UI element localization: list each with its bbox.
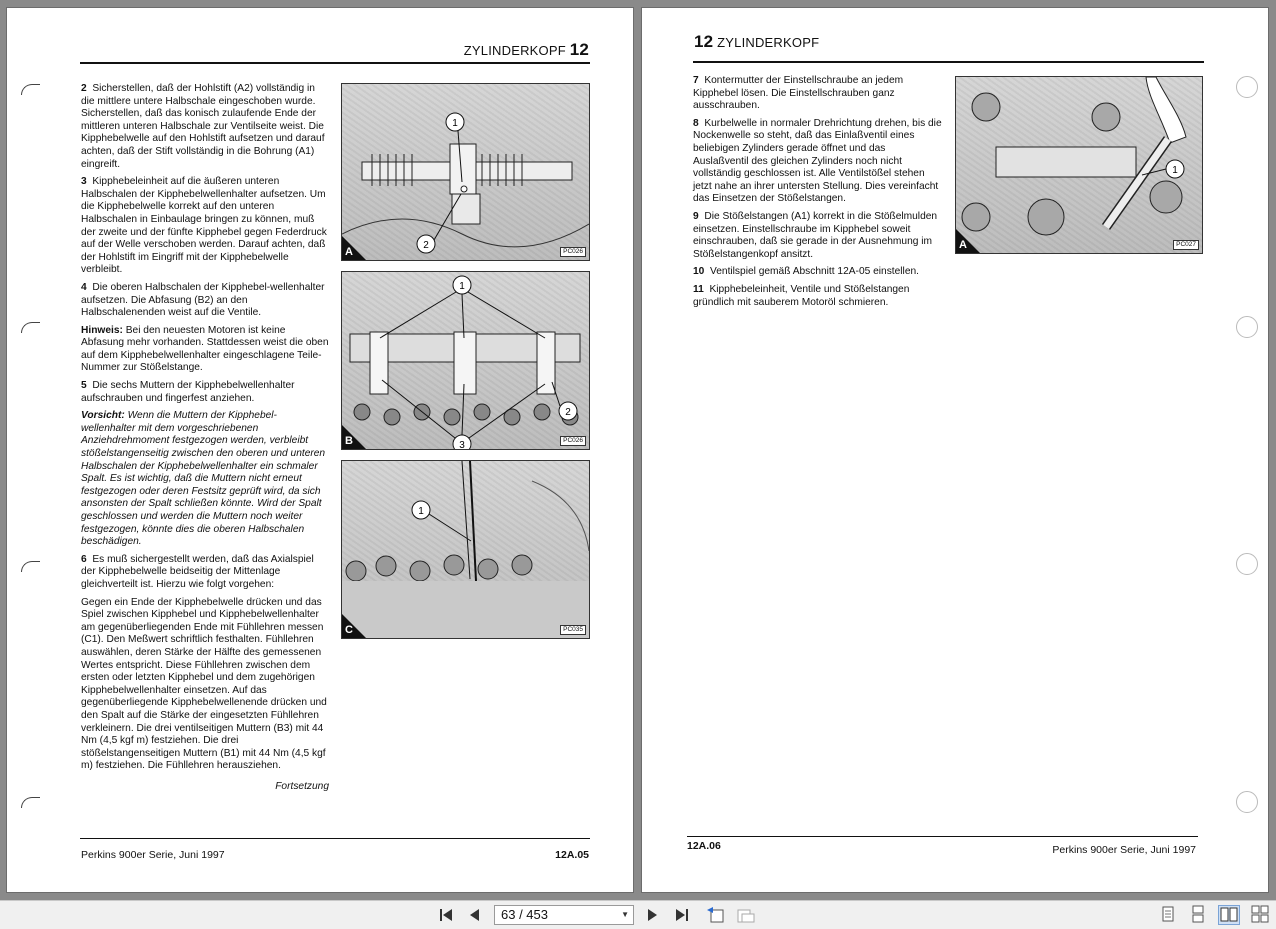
step-number: 3 <box>81 176 87 188</box>
step-number: 11 <box>693 283 704 295</box>
figure-a-drawing <box>342 84 589 260</box>
step-number: 10 <box>693 266 705 278</box>
callout-2: 2 <box>423 240 429 251</box>
step-text: Gegen ein Ende der Kipphebelwelle drücken und das Spiel zwischen Kipphebel und Kipphebelwellenhalter am gegenüberliegenden Ende mit Fühllehren messen (C1). Den Meßwert schriftlich festhalten. Fühllehren auswählen, deren Stärke der Hälfte des gemessenen Wertes entspricht. Diese Fühllehren zwischen dem ersten oder letzten Kipphebel und dem zugehörigen Kipphebelwellenhalter einsetzen. Auf das gegenüberliegende Kipphebelwellenende drücken und den Spalt auf die Stärke der eingesetzten Fühllehren verkleinern. Die drei ventilseitigen Muttern (B3) mit 44 Nm (4,5 kgf m) festziehen. Die drei stößelstangenseitigen Muttern (B1) mit 44 Nm (4,5 kgf m) festziehen. Die Fühllehren herausziehen. <box>81 596 327 772</box>
prev-page-icon <box>467 907 483 923</box>
figure-letter: A <box>345 246 353 258</box>
caution-text: Wenn die Muttern der Kipphebel-wellenhalter mit dem vorgeschriebenen Anziehdrehmoment festgezogen werden, verbleibt stößelstangenseitig zwischen den oberen und unteren Halbschalen der Kipphebelwellenhalter ein schmaler Spalt. Es ist wichtig, daß die Muttern nicht erneut festgezogen oder deren Festsitz geprüft wird, da sich ansonsten der Spalt schließen könnte. Wird der Spalt geschlossen und werden die Muttern noch weiter festgezogen, könnte dies die oberen Halbschalen beschädigen. <box>81 410 326 548</box>
continued-note: Fortsetzung <box>275 780 329 792</box>
continuous-view-icon <box>1188 905 1208 923</box>
step-number: 8 <box>693 117 699 129</box>
footer-rule <box>687 836 1198 837</box>
footer-publication: Perkins 900er Serie, Juni 1997 <box>81 849 225 861</box>
step-text: Kontermutter der Einstellschraube an jedem Kipphebel lösen. Die Einstellschrauben ganz ausschrauben. <box>693 75 904 112</box>
step-text: Kipphebeleinheit auf die äußeren unteren Halbschalen der Kipphebelwellenhalter aufsetzen. Um die Kipphebelwelle korrekt auf den unteren Halbschalen in Einbaulage bringen zu können, muß der zweite und der fünfte Kipphebel gegen Federdruck auf der Welle verschoben werden. Darauf achten, daß der Hohlstift im Eingriff mit der Kipphebelwelle verbleibt. <box>81 176 327 276</box>
step-number: 7 <box>693 75 699 86</box>
page-header <box>464 40 589 60</box>
step-text: Die Stößelstangen (A1) korrekt in die Stößelmulden einsetzen. Einstellschraube im Kipphebel soweit einschrauben, daß sie gerade in der Ausnehmung im Stößelstangenkopf ansitzt. <box>693 210 938 260</box>
footer-publication: Perkins 900er Serie, Juni 1997 <box>1052 844 1196 856</box>
text-column <box>693 75 943 314</box>
document-page-right <box>642 8 1268 892</box>
header-rule <box>80 62 590 64</box>
page-header <box>694 32 819 52</box>
next-page-icon <box>644 907 660 923</box>
figure-letter: C <box>345 624 353 636</box>
figure-b-drawing <box>342 272 589 449</box>
first-page-button[interactable] <box>436 905 456 925</box>
caution-label: Vorsicht: <box>81 410 125 422</box>
text-column <box>81 83 329 798</box>
margin-mark <box>21 561 40 572</box>
go-forward-icon <box>736 906 756 924</box>
viewer-toolbar <box>0 900 1276 929</box>
step-number: 6 <box>81 553 87 565</box>
first-page-icon <box>438 907 454 923</box>
go-back-icon <box>705 906 725 924</box>
go-forward-button[interactable] <box>736 905 756 925</box>
margin-mark <box>21 322 40 333</box>
callout-1: 1 <box>1172 165 1178 176</box>
figure-letter: B <box>345 435 353 447</box>
figure-a-push-rods <box>955 76 1203 254</box>
step-number: 5 <box>81 380 87 392</box>
punch-hole <box>1236 316 1258 338</box>
figure-a-drawing <box>956 77 1202 253</box>
note-label: Hinweis: <box>81 324 123 336</box>
footer-page-number: 12A.05 <box>555 849 589 861</box>
continuous-view-button[interactable] <box>1188 905 1210 925</box>
figure-code: PC026 <box>560 436 586 446</box>
callout-1: 1 <box>418 506 424 517</box>
single-page-view-button[interactable] <box>1158 905 1180 925</box>
callout-1: 1 <box>459 281 465 292</box>
last-page-icon <box>674 907 690 923</box>
step-text: Kipphebeleinheit, Ventile und Stößelstangen gründlich mit sauberem Motoröl schmieren. <box>693 283 910 308</box>
facing-view-icon <box>1219 906 1239 924</box>
step-text: Ventilspiel gemäß Abschnitt 12A-05 einstellen. <box>710 266 919 278</box>
page-indicator: 63 / 453 <box>501 907 548 922</box>
step-number: 9 <box>693 210 699 222</box>
prev-page-button[interactable] <box>465 905 485 925</box>
figure-code: PC027 <box>1173 240 1199 250</box>
punch-hole <box>1236 791 1258 813</box>
step-text: Die oberen Halbschalen der Kipphebel-wellenhalter aufsetzen. Die Abfasung (B2) an den Halbschalenenden weist auf die Ventile. <box>81 281 325 319</box>
continuous-facing-view-icon <box>1250 905 1270 923</box>
chevron-down-icon[interactable]: ▼ <box>621 910 629 919</box>
margin-mark <box>21 84 40 95</box>
last-page-button[interactable] <box>672 905 692 925</box>
step-number: 2 <box>81 83 87 94</box>
header-title: ZYLINDERKOPF <box>717 35 820 50</box>
callout-3: 3 <box>459 440 465 449</box>
header-title: ZYLINDERKOPF <box>463 43 566 58</box>
figure-letter: A <box>959 239 967 251</box>
figure-b-rocker-brackets <box>341 271 590 450</box>
header-chapter-number: 12 <box>694 32 714 51</box>
next-page-button[interactable] <box>642 905 662 925</box>
punch-hole <box>1236 553 1258 575</box>
continuous-facing-view-button[interactable] <box>1250 905 1274 925</box>
step-text: Die sechs Muttern der Kipphebelwellenhalter aufschrauben und fingerfest anziehen. <box>81 380 295 404</box>
callout-1: 1 <box>452 118 458 129</box>
footer-rule <box>80 838 590 839</box>
step-text: Sicherstellen, daß der Hohlstift (A2) vollständig in die mittlere untere Halbschale eingeschoben wurde. Sicherstellen, daß das konisch zulaufende Ende der mittleren unteren Halbschale zur Ventilseite weist. Die Kipphebelwelle auf den Hohlstift aufsetzen und darauf achten, daß der Stift vollständig in die Bohrung (A1) eingreift. <box>81 83 325 170</box>
figure-code: PC035 <box>560 625 586 635</box>
figure-a-rocker-shaft <box>341 83 590 261</box>
page-number-input[interactable] <box>494 905 634 925</box>
document-page-left <box>7 8 633 892</box>
figure-c-drawing <box>342 461 589 638</box>
footer-page-number: 12A.06 <box>687 840 721 852</box>
figure-code: PC026 <box>560 247 586 257</box>
punch-hole <box>1236 76 1258 98</box>
step-text: Kurbelwelle in normaler Drehrichtung drehen, bis die Nockenwelle so steht, daß das Einlaßventil eines beliebigen Zylinders gerade öffnet und das Auslaßventil des gleichen Zylinders noch nicht vollständig geschlossen ist. Alle Ventilstößel stehen jetzt nahe an ihrer untersten Stellung. Dies vereinfacht das Einsetzen der Stößelstangen. <box>693 117 942 205</box>
header-rule <box>693 61 1204 63</box>
figure-c-feeler-gauge <box>341 460 590 639</box>
margin-mark <box>21 797 40 808</box>
single-page-view-icon <box>1158 905 1178 923</box>
facing-view-button[interactable] <box>1218 905 1240 925</box>
step-text: Es muß sichergestellt werden, daß das Axialspiel der Kipphebelwelle beidseitig der Mittenlage gleichverteilt ist. Hierzu wie folgt vorgehen: <box>81 553 314 590</box>
go-back-button[interactable] <box>705 905 725 925</box>
header-chapter-number: 12 <box>569 40 589 59</box>
step-number: 4 <box>81 281 87 293</box>
note-text: Bei den neuesten Motoren ist keine Abfasung mehr vorhanden. Stattdessen weist die oben auf dem Kipphebelwellenhalter eingeschlagene Teile-Nummer zur Stößelstange. <box>81 324 329 374</box>
callout-2: 2 <box>565 407 571 418</box>
